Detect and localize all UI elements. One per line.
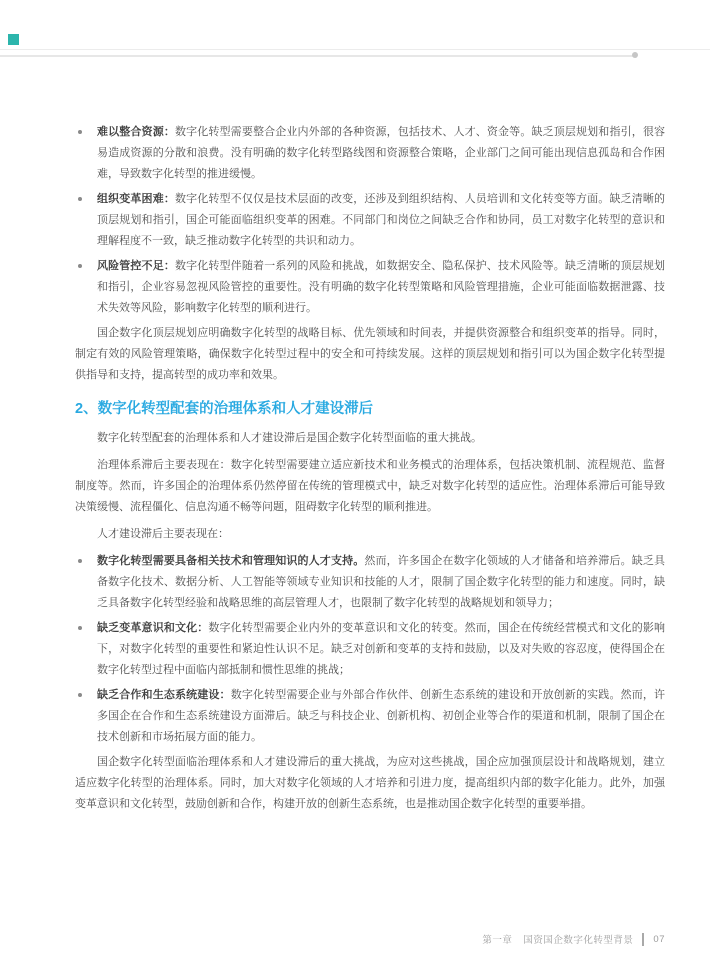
bullet-icon — [78, 626, 82, 630]
list-item — [75, 551, 665, 614]
closing-paragraph: 国企数字化转型面临治理体系和人才建设滞后的重大挑战，为应对这些挑战，国企应加强顶层设计和战略规划，建立适应数字化转型的治理体系。同时，加大对数字化领域的人才培养和引进力度，提高组织内部的数字化能力。此外，加强变革意识和文化转型，鼓励创新和合作，构建开放的创新生态系统，也是推动国企数字化转型的重要举措。 — [75, 756, 665, 810]
page-footer — [482, 932, 665, 946]
bullet-lead: 风险管控不足： — [97, 260, 175, 272]
bullet-text: 数字化转型需要企业内外的变革意识和文化的转变。然而，国企在传统经营模式和文化的影响下，对数字化转型的重要性和紧迫性认识不足。缺乏对创新和变革的支持和鼓励，以及对失败的容忍度，使得国企在数字化转型过程中面临内部抵制和惯性思维的挑战； — [97, 622, 666, 676]
list-item — [75, 685, 665, 748]
paragraph-talent-label: 人才建设滞后主要表现在： — [97, 528, 229, 540]
footer-divider — [642, 933, 644, 946]
bullet-icon — [78, 130, 82, 134]
bullet-text: 然而，许多国企在数字化领域的人才储备和培养滞后。缺乏具备数字化技术、数据分析、人工智能等领域专业知识和技能的人才，限制了国企数字化转型的能力和速度。同时，缺乏具备数字化转型经验和战略思维的高层管理人才，也限制了数字化转型的战略规划和领导力； — [97, 555, 665, 609]
list-item — [75, 189, 665, 252]
header-rule-dot — [632, 52, 638, 58]
bullet-lead: 缺乏合作和生态系统建设： — [97, 689, 231, 701]
bullet-lead: 数字化转型需要具备相关技术和管理知识的人才支持。 — [97, 555, 365, 567]
bullet-lead: 缺乏变革意识和文化： — [97, 622, 209, 634]
bullet-text: 数字化转型需要整合企业内外部的各种资源，包括技术、人才、资金等。缺乏顶层规划和指引，很容易造成资源的分散和浪费。没有明确的数字化转型路线图和资源整合策略，企业部门之间可能出现信息孤岛和合作困难，导致数字化转型的推进缓慢。 — [97, 126, 666, 180]
page-content — [75, 122, 665, 821]
paragraph-intro: 数字化转型配套的治理体系和人才建设滞后是国企数字化转型面临的重大挑战。 — [97, 432, 482, 444]
footer-section-title: 国资国企数字化转型背景 — [523, 935, 634, 946]
header-rule-top — [0, 49, 710, 50]
bullet-text: 数字化转型伴随着一系列的风险和挑战，如数据安全、隐私保护、技术风险等。缺乏清晰的顶层规划和指引，企业容易忽视风险管控的重要性。没有明确的数字化转型策略和风险管理措施，企业可能面临数据泄露、技术失效等风险，影响数字化转型的顺利进行。 — [97, 260, 666, 314]
list-item — [75, 618, 665, 681]
header-accent-square — [8, 34, 19, 45]
footer-page-number: 07 — [653, 933, 665, 945]
footer-chapter: 第一章 — [482, 935, 513, 946]
paragraph-governance: 治理体系滞后主要表现在：数字化转型需要建立适应新技术和业务模式的治理体系，包括决策机制、流程规范、监督制度等。然而，许多国企的治理体系仍然停留在传统的管理模式中，缺乏对数字化转型的适应性。治理体系滞后可能导致决策缓慢、流程僵化、信息沟通不畅等问题，阻碍数字化转型的顺利推进。 — [75, 459, 665, 513]
bullet-icon — [78, 264, 82, 268]
bullet-lead: 难以整合资源： — [97, 126, 175, 138]
bullet-icon — [78, 559, 82, 563]
talent-challenge-list — [75, 551, 665, 748]
bullet-icon — [78, 197, 82, 201]
bullet-text: 数字化转型需要企业与外部合作伙伴、创新生态系统的建设和开放创新的实践。然而，许多国企在合作和生态系统建设方面滞后。缺乏与科技企业、创新机构、初创企业等合作的渠道和机制，限制了国企在技术创新和市场拓展方面的能力。 — [97, 689, 666, 743]
bullet-text: 数字化转型不仅仅是技术层面的改变，还涉及到组织结构、人员培训和文化转变等方面。缺乏清晰的顶层规划和指引，国企可能面临组织变革的困难。不同部门和岗位之间缺乏合作和协同，员工对数字化转型的意识和理解程度不一致，缺乏推动数字化转型的共识和动力。 — [97, 193, 666, 247]
paragraph-summary: 国企数字化顶层规划应明确数字化转型的战略目标、优先领域和时间表，并提供资源整合和组织变革的指导。同时，制定有效的风险管理策略，确保数字化转型过程中的安全和可持续发展。这样的顶层规划和指引可以为国企数字化转型提供指导和支持，提高转型的成功率和效果。 — [75, 327, 665, 381]
bullet-lead: 组织变革困难： — [97, 193, 175, 205]
section-heading: 2、数字化转型配套的治理体系和人才建设滞后 — [75, 401, 374, 417]
list-item — [75, 256, 665, 319]
top-challenge-list — [75, 122, 665, 319]
list-item — [75, 122, 665, 185]
bullet-icon — [78, 693, 82, 697]
header-rule-bottom — [0, 55, 636, 57]
